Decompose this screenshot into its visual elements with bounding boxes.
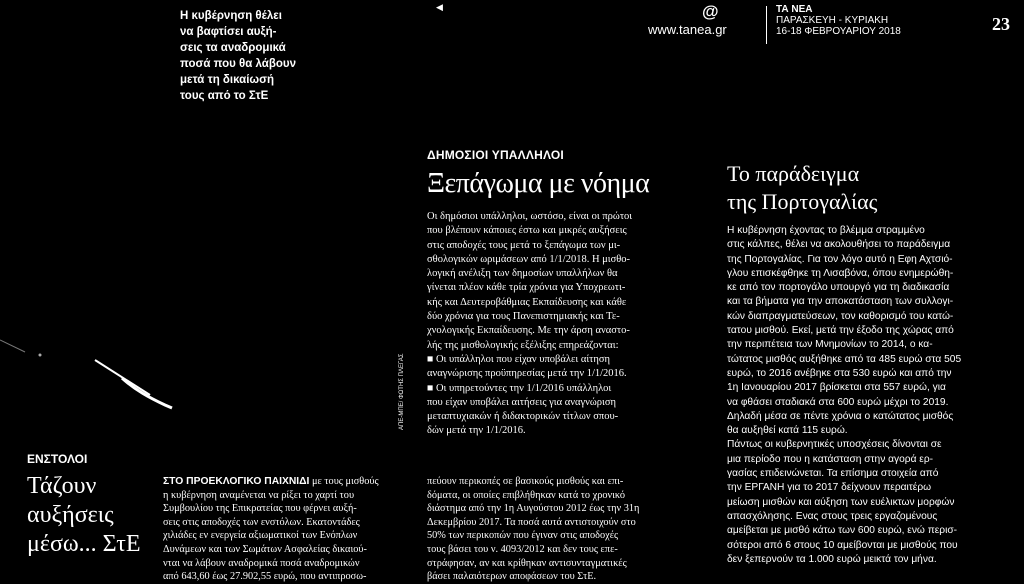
sidebar-line: και τα βήματα για την αποκατάσταση των συλλογι- — [727, 296, 954, 308]
left-line: από 643,60 έως 27.902,55 ευρώ, που αντιπροσω- — [163, 571, 367, 583]
sidebar-line: απασχόλησης. Ενας στους τρεις εργαζομένους — [727, 510, 938, 522]
sidebar-line: μια περίοδο που η κατάσταση στην αγορά ερ- — [727, 453, 934, 465]
body-line: ■ Οι υπάλληλοι που είχαν υποβάλει αίτηση — [427, 353, 611, 365]
body-line: δύο χρόνια για τους Πανεπιστημιακής και Τε- — [427, 311, 620, 323]
header-divider — [766, 6, 767, 44]
lead-bold: ΣΤΟ ΠΡΟΕΚΛΟΓΙΚΟ ΠΑΙΧΝΙΔΙ — [163, 476, 310, 487]
sidebar-line: γλου επισκέφθηκε τη Λισαβόνα, όπου ενημερώθη- — [727, 267, 954, 279]
issue-date: 16-18 ΦΕΒΡΟΥΑΡΙΟΥ 2018 — [776, 26, 901, 37]
body-line: λής της μισθολογικής εξέλιξης επηρεάζονται: — [427, 339, 619, 351]
body-line: αναγνώρισης προϋπηρεσίας μετά την 1/1/2016. — [427, 368, 627, 380]
left-headline[interactable] — [27, 472, 141, 559]
sidebar-line: θα αυξηθεί κατά 115 ευρώ. — [727, 425, 848, 437]
left-line: Συμβουλίου της Επικρατείας που φέρνει αυξή- — [163, 503, 357, 515]
left-kicker: ΕΝΣΤΟΛΟΙ — [27, 452, 88, 466]
teaser-line: τους από το ΣτΕ — [180, 90, 269, 102]
left-body-first-line — [163, 475, 413, 489]
publication-info — [776, 4, 901, 37]
publication-name: ΤΑ ΝΕΑ — [776, 4, 813, 15]
body-line: Οι δημόσιοι υπάλληλοι, ωστόσο, είναι οι πρώτοι — [427, 211, 633, 222]
sidebar-line: μείωση μισθών και αύξηση των ευέλικτων μορφών — [727, 496, 955, 508]
body-line: σθολογικών ωριμάσεων από 1/1/2018. Η μισθο- — [427, 253, 631, 265]
left-line: σεις στις αποδοχές των ενστόλων. Εκατοντάδες — [163, 516, 360, 528]
continued-line: διάστημα από την 1η Αυγούστου 2012 έως την 31η — [427, 503, 640, 515]
continued-line: 50% των περικοπών που έγιναν στις αποδοχές — [427, 530, 619, 542]
sidebar-line: γασίας επιδεινώνεται. Τα επίσημα στοιχεία από — [727, 468, 939, 480]
issue-days: ΠΑΡΑΣΚΕΥΗ - ΚΥΡΙΑΚΗ — [776, 15, 889, 26]
continued-line: Δεκεμβρίου 2017. Τα ποσά αυτά αντιστοιχούν στο — [427, 516, 636, 528]
teaser-line: μετά τη δικαίωσή — [180, 74, 274, 86]
left-headline-line: μέσω... ΣτΕ — [27, 531, 141, 557]
left-line-tail: με τους μισθούς — [309, 476, 379, 487]
page-number: 23 — [992, 14, 1010, 34]
left-line: Δυνάμεων και των Σωμάτων Ασφαλείας δικαιού- — [163, 543, 367, 555]
at-icon: @ — [702, 2, 719, 21]
main-headline[interactable]: Ξεπάγωμα με νόημα — [427, 168, 650, 199]
main-body — [427, 210, 697, 439]
left-headline-line: αυξήσεις — [27, 502, 114, 528]
sidebar-title-line: Το παράδειγμα — [727, 161, 860, 186]
sidebar-line: την ΕΡΓΑΝΗ για το 2017 δείχνουν περαιτέρω — [727, 482, 932, 494]
sidebar-line: αμείβεται με μισθό κάτω των 600 ευρώ, ενώ περισ- — [727, 525, 958, 537]
sidebar-title-line: της Πορτογαλίας — [727, 189, 878, 214]
continued-line: πεύουν περικοπές σε βασικούς μισθούς και επι- — [427, 476, 624, 487]
teaser-box[interactable] — [180, 8, 300, 104]
body-line: κής και Δευτεροβάθμιας Εκπαίδευσης και κάθε — [427, 296, 627, 308]
left-line: χιλιάδες εν ενεργεία αξιωματικοί των Ενόπλων — [163, 530, 358, 542]
sidebar-line: Δηλαδή μέσα σε πέντε χρόνια ο κατώτατος μισθός — [727, 410, 954, 422]
sidebar-line: δεν ξεπερνούν τα 1.000 ευρώ μεικτά τον μήνα. — [727, 553, 937, 565]
sidebar-line: τώτατος μισθός αυξήθηκε από τα 485 ευρώ στα 505 — [727, 353, 962, 365]
main-kicker: ΔΗΜΟΣΙΟΙ ΥΠΑΛΛΗΛΟΙ — [427, 148, 564, 162]
continued-line: βάσει παλαιότερων αποφάσεων του ΣτΕ. — [427, 571, 597, 583]
body-line: μεταπτυχιακών ή διδακτορικών τίτλων σπου- — [427, 411, 619, 423]
sidebar-line: ευρώ, το 2016 ανέβηκε στα 530 ευρώ και από την — [727, 367, 952, 379]
teaser-line: σεις τα αναδρομικά — [180, 42, 286, 54]
teaser-line: Η κυβέρνηση θέλει — [180, 10, 282, 22]
body-line: που βλέπουν κάποιες έστω και μικρές αυξήσεις — [427, 225, 627, 237]
left-continued-body — [427, 475, 697, 584]
left-headline-line: Τάζουν — [27, 473, 97, 499]
sidebar-line: Πάντως οι κυβερνητικές υποσχέσεις δίνονται σε — [727, 439, 942, 451]
sidebar-line: στις κάλπες, θέλει να ακολουθήσει το παράδειγμα — [727, 239, 951, 251]
photo-credit — [399, 350, 411, 430]
body-line: γίνεται πλέον κάθε τρία χρόνια για Υποχρεωτι- — [427, 282, 626, 294]
continued-line: στράφησαν, αν και κρίθηκαν αντισυνταγματικές — [427, 557, 627, 569]
body-line: που είχαν υποβάλει αιτήσεις για αναγνώριση — [427, 396, 617, 408]
body-line: λογική ανέλιξη των δημοσίων υπαλλήλων θα — [427, 268, 618, 280]
sidebar-line: να φθάσει σταδιακά στα 600 ευρώ μέχρι το 2019. — [727, 396, 949, 408]
teaser-line: να βαφτίσει αυξή- — [180, 26, 277, 38]
sidebar-line: κών διαπραγματεύσεων, τον καθορισμό του κατώ- — [727, 310, 954, 322]
site-url-link[interactable]: www.tanea.gr — [648, 22, 727, 37]
body-line: στις αποδοχές τους μετά το ξεπάγωμα των μι- — [427, 239, 621, 251]
sidebar-line: την περιπέτεια των Μνημονίων το 2014, ο κα- — [727, 339, 933, 351]
left-line: η κυβέρνηση αναμένεται να ρίξει το χαρτί του — [163, 489, 355, 501]
pin-icon: ◀ — [436, 2, 443, 12]
sidebar-line: Η κυβέρνηση έχοντας το βλέμμα στραμμένο — [727, 225, 925, 236]
body-line: χνολογικής Εκπαίδευσης. Με την άρση αναστο- — [427, 325, 630, 337]
teaser-line: ποσά που θα λάβουν — [180, 58, 296, 70]
body-line: ■ Οι υπηρετούντες την 1/1/2016 υπάλληλοι — [427, 382, 612, 394]
sidebar-line: σότεροι από 6 στους 10 αμείβονται με μισθούς που — [727, 539, 958, 551]
photo-credit-text: ΑΠΕ-ΜΠΕ/ ΦΩΤΗΣ ΠΛΕΓΑΣ — [399, 353, 405, 430]
left-line: νται να λάβουν αναδρομικά ποσά αναδρομικών — [163, 557, 360, 569]
sidebar-title[interactable] — [727, 160, 877, 216]
sidebar-line: κε από τον πορτογάλο υπουργό για τη διαδικασία — [727, 282, 950, 294]
sidebar-body — [727, 224, 1017, 567]
continued-line: τους βάσει του ν. 4093/2012 και δεν τους επε- — [427, 543, 618, 555]
continued-line: δόματα, οι οποίες επιβλήθηκαν κατά το χρονικό — [427, 489, 626, 501]
sidebar-line: 1η Ιανουαρίου 2017 βρίσκεται στα 557 ευρώ, για — [727, 382, 946, 394]
body-line: δών μετά την 1/1/2016. — [427, 425, 526, 437]
sidebar-line: της Πορτογαλίας. Για τον λόγο αυτό η Εφη Αχτσιό- — [727, 253, 953, 265]
sidebar-line: τατου μισθού. Εκεί, μετά την έξοδο της χώρας από — [727, 325, 954, 337]
left-body — [163, 475, 413, 584]
